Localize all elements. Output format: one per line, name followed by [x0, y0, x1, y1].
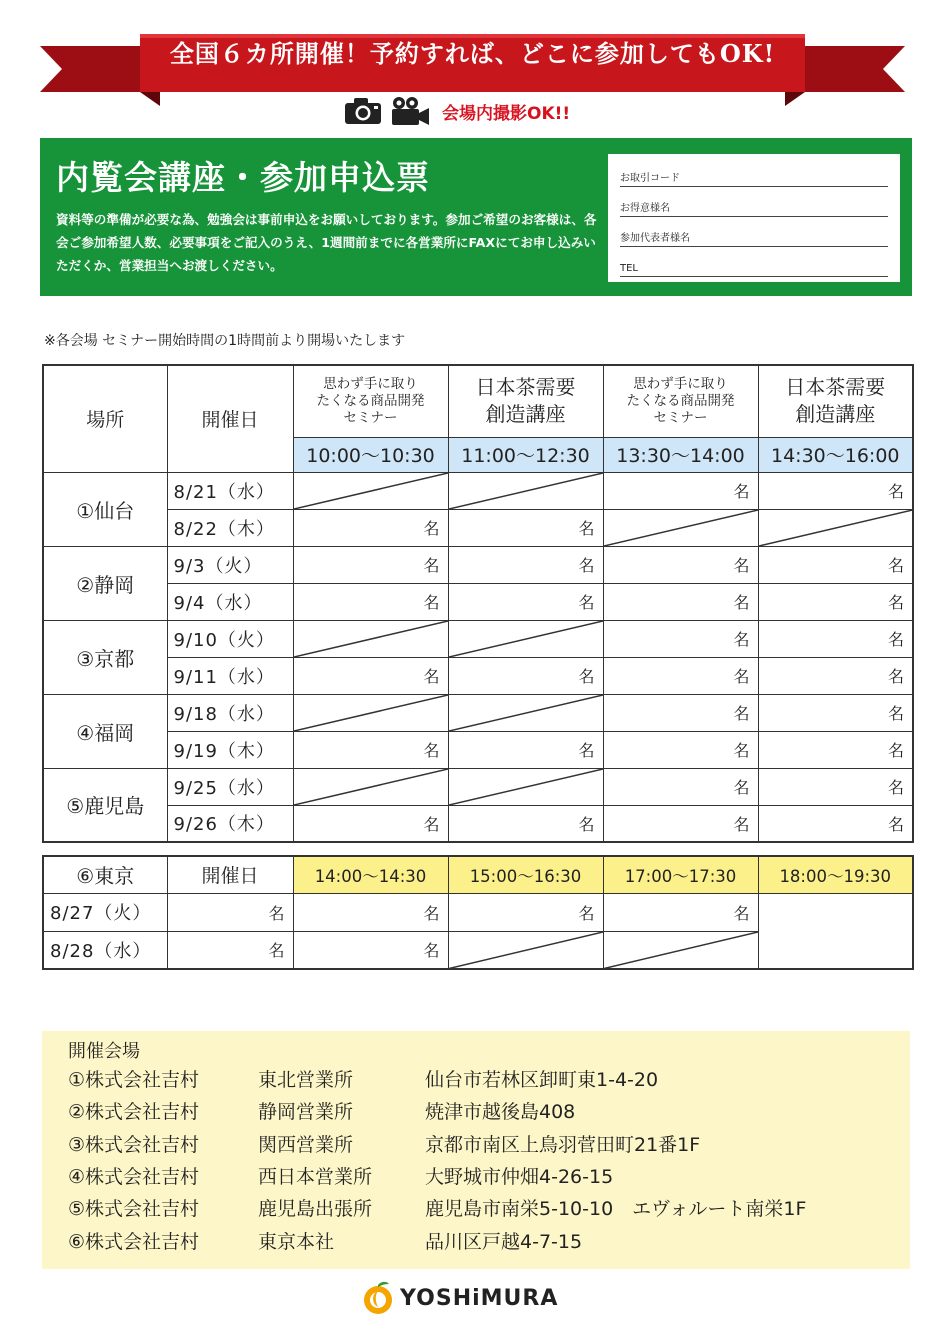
table-row — [43, 546, 913, 583]
venue-heading: 開催会場 — [68, 1041, 140, 1062]
attendee-count-cell[interactable] — [758, 583, 913, 620]
date-cell: 9/25（水） — [167, 768, 293, 805]
attendee-count-cell[interactable] — [293, 893, 448, 931]
unavailable-slash — [294, 473, 448, 509]
unit-label: 名 — [578, 519, 595, 538]
customer-name-label: お得意様名 — [620, 203, 670, 214]
date-cell: 9/10（火） — [167, 620, 293, 657]
unavailable-slash — [449, 473, 603, 509]
venue-company: ⑥株式会社吉村 — [68, 1230, 200, 1253]
unit-label: 名 — [423, 667, 440, 686]
unavailable-cell — [448, 768, 603, 805]
unavailable-cell — [448, 694, 603, 731]
unavailable-slash — [604, 932, 758, 969]
date-cell: 8/27（火） — [43, 893, 167, 931]
unit-label: 名 — [733, 741, 750, 760]
form-title: 内覧会講座・参加申込票 — [56, 158, 430, 197]
attendee-count-cell[interactable] — [293, 546, 448, 583]
attendee-count-cell[interactable] — [758, 768, 913, 805]
venue-place: ①仙台 — [43, 472, 167, 546]
time-slot: 17:00〜17:30 — [603, 856, 758, 893]
table-row — [43, 472, 913, 509]
attendee-count-cell[interactable] — [758, 805, 913, 842]
table-row — [43, 731, 913, 768]
time-slot: 14:00〜14:30 — [293, 856, 448, 893]
attendee-count-cell[interactable] — [293, 931, 448, 969]
photo-notice — [344, 94, 570, 128]
venue-address: 鹿児島市南栄5-10-10 エヴォルート南栄1F — [425, 1198, 807, 1221]
venue-address: 仙台市若林区卸町東1-4-20 — [425, 1069, 659, 1091]
header-date: 開催日 — [167, 856, 293, 893]
venue-list — [42, 1031, 910, 1269]
form-description: 資料等の準備が必要な為、勉強会は事前申込をお願いしております。参加ご希望のお客様は、各会ご参加希望人数、必要事項をご記入のうえ、1週間前までに各営業所にFAXにてお申し込みいただくか、営業担当へお渡しください。 — [56, 212, 597, 273]
venue-office: 東北営業所 — [258, 1069, 354, 1091]
unavailable-cell — [758, 509, 913, 546]
venue-address: 京都市南区上鳥羽菅田町21番1F — [425, 1133, 701, 1156]
unit-label: 名 — [887, 667, 904, 686]
unit-label: 名 — [578, 593, 595, 612]
attendee-count-cell[interactable] — [293, 583, 448, 620]
table-row — [43, 893, 913, 931]
unavailable-cell — [603, 931, 758, 969]
customer-name-field[interactable] — [620, 190, 888, 217]
seminar-header: 日本茶需要 創造講座 — [448, 365, 603, 437]
unit-label: 名 — [578, 814, 595, 834]
table-row — [43, 657, 913, 694]
venue-address: 大野城市仲畑4-26-15 — [425, 1165, 614, 1188]
unit-label: 名 — [733, 593, 750, 612]
unavailable-slash — [294, 695, 448, 731]
date-cell: 8/21（水） — [167, 472, 293, 509]
unit-label: 名 — [887, 593, 904, 612]
attendee-count-cell[interactable] — [448, 805, 603, 842]
attendee-count-cell[interactable] — [603, 731, 758, 768]
date-cell: 9/4（水） — [167, 583, 293, 620]
unit-label: 名 — [268, 903, 285, 923]
unit-label: 名 — [887, 704, 904, 723]
banner-text: 全国６カ所開催！予約すれば、どこに参加してもOK! — [169, 39, 776, 68]
venue-place: ⑥東京 — [43, 856, 167, 893]
attendee-count-cell[interactable] — [448, 731, 603, 768]
unavailable-slash — [294, 769, 448, 805]
venue-office: 関西営業所 — [258, 1133, 354, 1156]
unit-label: 名 — [733, 482, 750, 501]
venue-office: 鹿児島出張所 — [258, 1198, 373, 1221]
form-header — [40, 138, 912, 296]
date-cell: 8/22（木） — [167, 509, 293, 546]
table-row — [43, 583, 913, 620]
representative-label: 参加代表者様名 — [620, 233, 690, 244]
unit-label: 名 — [423, 814, 440, 834]
camera-icon — [344, 97, 382, 125]
attendee-count-cell[interactable] — [448, 546, 603, 583]
unit-label: 名 — [733, 903, 750, 923]
venue-place: ③京都 — [43, 620, 167, 694]
unavailable-slash — [449, 769, 603, 805]
yoshimura-logo-icon — [362, 1281, 394, 1315]
photo-ok-text: 会場内撮影OK!! — [442, 103, 571, 124]
attendee-count-cell[interactable] — [603, 805, 758, 842]
attendee-count-cell[interactable] — [448, 657, 603, 694]
unit-label: 名 — [887, 778, 904, 797]
attendee-count-cell[interactable] — [603, 893, 758, 931]
attendee-count-cell[interactable] — [603, 694, 758, 731]
unavailable-cell — [448, 472, 603, 509]
unavailable-slash — [449, 695, 603, 731]
unit-label: 名 — [733, 778, 750, 797]
unavailable-cell — [448, 620, 603, 657]
yoshimura-logo — [362, 1276, 558, 1320]
header-date: 開催日 — [167, 365, 293, 472]
unit-label: 名 — [733, 630, 750, 649]
unit-label: 名 — [578, 741, 595, 760]
unit-label: 名 — [733, 667, 750, 686]
attendee-count-cell[interactable] — [167, 893, 293, 931]
unit-label: 名 — [423, 941, 440, 961]
unit-label: 名 — [268, 941, 285, 961]
date-cell: 9/26（木） — [167, 805, 293, 842]
unavailable-slash — [294, 621, 448, 657]
venue-company: ②株式会社吉村 — [68, 1101, 200, 1124]
unit-label: 名 — [887, 482, 904, 501]
venue-place: ②静岡 — [43, 546, 167, 620]
unit-label: 名 — [733, 704, 750, 723]
time-slot: 15:00〜16:30 — [448, 856, 603, 893]
unit-label: 名 — [887, 741, 904, 760]
venue-office: 静岡営業所 — [258, 1101, 354, 1124]
tokyo-schedule-table — [42, 855, 914, 970]
seminar-header: 日本茶需要 創造講座 — [758, 365, 913, 437]
schedule-table — [42, 364, 914, 843]
attendee-count-cell[interactable] — [293, 731, 448, 768]
tel-field[interactable] — [620, 250, 888, 277]
unavailable-slash — [604, 510, 758, 546]
unit-label: 名 — [578, 903, 595, 923]
attendee-count-cell[interactable] — [758, 546, 913, 583]
attendee-count-cell[interactable] — [293, 805, 448, 842]
logo-text: YOSHiMURA — [400, 1285, 559, 1311]
customer-code-label: お取引コード — [620, 173, 680, 184]
unavailable-slash — [449, 932, 603, 969]
attendee-count-cell[interactable] — [448, 893, 603, 931]
attendee-count-cell[interactable] — [758, 657, 913, 694]
venue-office: 東京本社 — [258, 1230, 335, 1253]
table-row — [43, 805, 913, 842]
venue-address: 焼津市越後島408 — [425, 1101, 576, 1124]
unavailable-slash — [759, 510, 913, 546]
table-row — [43, 931, 913, 969]
unavailable-cell — [603, 509, 758, 546]
unavailable-cell — [293, 620, 448, 657]
table-row — [43, 509, 913, 546]
time-slot: 11:00〜12:30 — [448, 437, 603, 472]
unavailable-cell — [448, 931, 603, 969]
seminar-header: 思わず手に取り たくなる商品開発 セミナー — [293, 365, 448, 437]
date-cell: 8/28（水） — [43, 931, 167, 969]
date-cell: 9/3（火） — [167, 546, 293, 583]
attendee-count-cell[interactable] — [448, 583, 603, 620]
video-camera-icon — [390, 96, 430, 126]
date-cell: 9/18（水） — [167, 694, 293, 731]
venue-company: ①株式会社吉村 — [68, 1069, 200, 1091]
date-cell: 9/19（木） — [167, 731, 293, 768]
representative-field[interactable] — [620, 220, 888, 247]
customer-info-box — [608, 154, 900, 282]
date-cell: 9/11（水） — [167, 657, 293, 694]
table-row — [43, 694, 913, 731]
unit-label: 名 — [578, 556, 595, 575]
attendee-count-cell[interactable] — [603, 583, 758, 620]
venue-company: ⑤株式会社吉村 — [68, 1198, 200, 1221]
unit-label: 名 — [423, 903, 440, 923]
attendee-count-cell[interactable] — [603, 768, 758, 805]
venue-office: 西日本営業所 — [258, 1165, 373, 1188]
opening-note: ※各会場 セミナー開始時間の1時間前より開場いたします — [44, 333, 406, 349]
header-place: 場所 — [43, 365, 167, 472]
unit-label: 名 — [423, 519, 440, 538]
unit-label: 名 — [733, 556, 750, 575]
unit-label: 名 — [578, 667, 595, 686]
attendee-count-cell[interactable] — [293, 657, 448, 694]
venue-company: ④株式会社吉村 — [68, 1165, 200, 1188]
table-row — [43, 768, 913, 805]
unit-label: 名 — [423, 556, 440, 575]
attendee-count-cell[interactable] — [448, 509, 603, 546]
venue-address: 品川区戸越4-7-15 — [425, 1230, 583, 1253]
attendee-count-cell[interactable] — [603, 546, 758, 583]
time-slot: 13:30〜14:00 — [603, 437, 758, 472]
attendee-count-cell[interactable] — [758, 472, 913, 509]
unit-label: 名 — [423, 593, 440, 612]
attendee-count-cell[interactable] — [603, 620, 758, 657]
unavailable-cell — [293, 472, 448, 509]
attendee-count-cell[interactable] — [758, 731, 913, 768]
unavailable-cell — [293, 694, 448, 731]
unit-label: 名 — [887, 630, 904, 649]
attendee-count-cell[interactable] — [758, 620, 913, 657]
unavailable-slash — [449, 621, 603, 657]
time-slot: 18:00〜19:30 — [758, 856, 913, 893]
venue-company: ③株式会社吉村 — [68, 1133, 200, 1156]
tel-label: TEL — [620, 263, 638, 274]
venue-place: ④福岡 — [43, 694, 167, 768]
attendee-count-cell[interactable] — [603, 472, 758, 509]
time-slot: 14:30〜16:00 — [758, 437, 913, 472]
venue-place: ⑤鹿児島 — [43, 768, 167, 842]
attendee-count-cell[interactable] — [293, 509, 448, 546]
unit-label: 名 — [887, 556, 904, 575]
unit-label: 名 — [423, 741, 440, 760]
table-row — [43, 620, 913, 657]
unavailable-cell — [293, 768, 448, 805]
seminar-header: 思わず手に取り たくなる商品開発 セミナー — [603, 365, 758, 437]
customer-code-field[interactable] — [620, 160, 888, 187]
attendee-count-cell[interactable] — [167, 931, 293, 969]
time-slot: 10:00〜10:30 — [293, 437, 448, 472]
unit-label: 名 — [733, 814, 750, 834]
attendee-count-cell[interactable] — [603, 657, 758, 694]
unit-label: 名 — [887, 814, 904, 834]
attendee-count-cell[interactable] — [758, 694, 913, 731]
